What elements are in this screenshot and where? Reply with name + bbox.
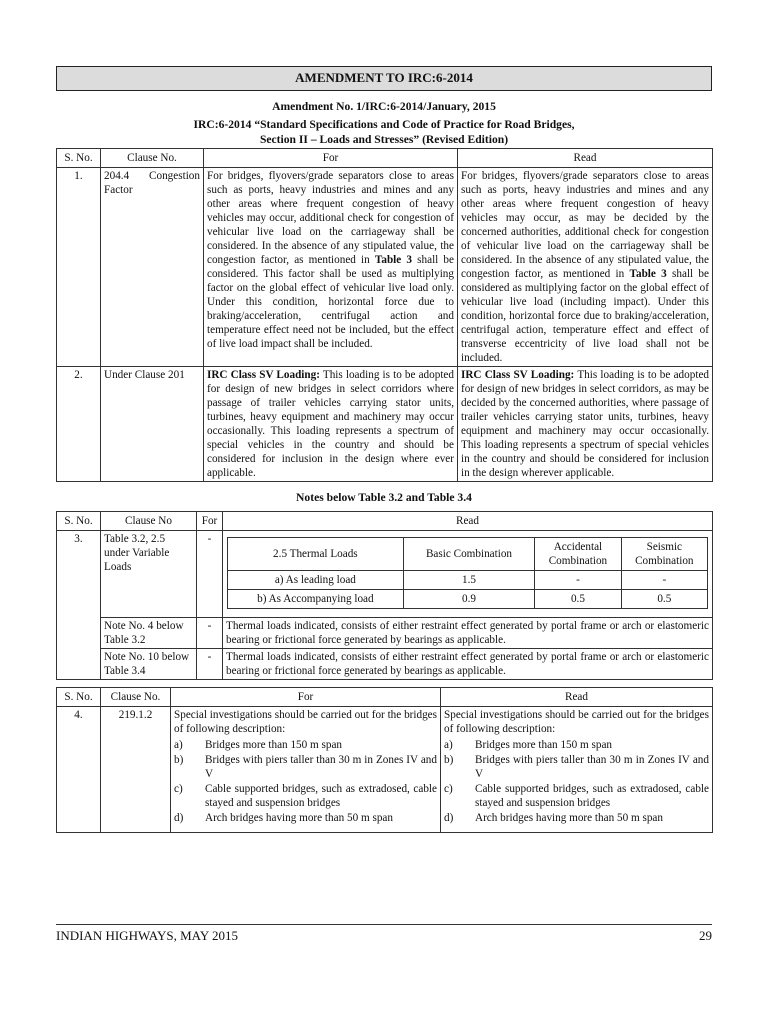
list-text: Arch bridges having more than 50 m span [205,811,393,824]
cell-clause: 204.4 Congestion Factor [101,168,204,367]
table-row [57,617,713,648]
list-item [444,753,709,781]
table-row [57,530,713,617]
cell-clause: Note No. 4 below Table 3.2 [101,617,197,648]
list-marker: d) [444,811,454,824]
table-header-row [57,687,713,706]
footer-publication: INDIAN HIGHWAYS, MAY 2015 [56,928,239,943]
list-text: Bridges with piers taller than 30 m in Zones IV and V [205,753,437,780]
inner-head-basic: Basic Combination [403,537,535,570]
list-item [444,782,709,810]
cell-sno: 3. [57,530,101,679]
header-clause: Clause No. [101,149,204,168]
amendment-number: Amendment No. 1/IRC:6-2014/January, 2015 [272,100,496,113]
inner-header-row [228,537,708,570]
list-marker: c) [444,782,453,795]
list-text: Cable supported bridges, such as extradosed, cable stayed and suspension bridges [205,782,437,809]
inner-cell: b) As Accompanying load [228,589,404,608]
inner-row [228,589,708,608]
read-text-end: shall be considered as multiplying factor on the global effect of vehicular live load (including impact). Under this condition, horizontal force due to braking/acceleration, centrifugal action, temperature effect and effect of transverse eccentricity of live load shall not be included. [461,268,709,365]
list-marker: c) [174,782,183,795]
inner-cell: - [535,570,621,589]
amendment-table-3 [56,687,713,833]
cell-read: Thermal loads indicated, consists of either restraint effect generated by portal frame or arch or elastomeric bearing or frictional force generated by bearings as applicable. [223,648,713,679]
cell-clause: Note No. 10 below Table 3.4 [101,648,197,679]
list-item [444,811,709,825]
list-item [174,753,437,781]
inner-cell: 0.5 [621,589,707,608]
cell-for: - [197,648,223,679]
list-marker: d) [174,811,184,824]
cell-sno: 4. [57,706,101,832]
cell-clause: Under Clause 201 [101,367,204,482]
table-row [57,367,713,482]
read-intro: Special investigations should be carried out for the bridges of following description: [444,708,709,735]
list-marker: b) [174,753,184,766]
cell-read [441,706,713,832]
for-intro: Special investigations should be carried out for the bridges of following description: [174,708,437,735]
cell-read [458,367,713,482]
notes-title: Notes below Table 3.2 and Table 3.4 [296,491,472,505]
table-header-row [57,149,713,168]
inner-cell: - [621,570,707,589]
inner-cell: a) As leading load [228,570,404,589]
header-read: Read [458,149,713,168]
cell-clause: 219.1.2 [101,706,171,832]
table-header-row [57,511,713,530]
read-bold: IRC Class SV Loading: [461,369,575,382]
inner-cell: 0.9 [403,589,535,608]
for-text: For bridges, flyovers/grade separators close to areas such as ports, heavy industries and mines and any other areas where frequent congestion of heavy vehicles may occur, additional check for congestion of vehicular live load on the carriageway shall be considered. In the absence of any stipulated value, the congestion factor, as mentioned in [207,170,454,267]
document-page [56,66,712,833]
page-footer [56,924,712,944]
for-bold: IRC Class SV Loading: [207,369,320,382]
amendment-banner: AMENDMENT TO IRC:6-2014 [56,66,712,91]
document-subtitle: Section II – Loads and Stresses” (Revised Edition) [259,132,509,146]
cell-read [223,530,713,617]
table-row [57,648,713,679]
header-read: Read [441,687,713,706]
cell-for: - [197,530,223,617]
amendment-table-2 [56,511,713,680]
thermal-loads-table [227,537,708,609]
cell-for [204,168,458,367]
inner-row [228,570,708,589]
inner-cell: 0.5 [535,589,621,608]
header-sno: S. No. [57,149,101,168]
cell-read: Thermal loads indicated, consists of either restraint effect generated by portal frame or arch or elastomeric bearing or frictional force generated by bearings as applicable. [223,617,713,648]
for-text: This loading is to be adopted for design of new bridges in select corridors where passage of trailer vehicles carrying stator units, turbines, heavy equipment and machinery may occur occasionally. This loading represents a spectrum of special vehicles in the country and should be considered for inclusion in the design where ever applicable. [207,369,454,480]
amendment-table-1 [56,148,713,482]
list-text: Bridges with piers taller than 30 m in Zones IV and V [475,753,709,780]
table-row [57,706,713,832]
cell-for [171,706,441,832]
for-text-end: shall be considered. This factor shall be used as multiplying factor on the global effect of vehicular live load only. Under this condition, horizontal force due to braking/acceleration, centrifugal action and temperature effect need not be included, but the effect of live load impact shall be included. [207,254,454,351]
header-for: For [171,687,441,706]
table-row [57,168,713,367]
read-list [444,738,709,825]
list-marker: b) [444,753,454,766]
for-bold: Table 3 [374,254,412,267]
header-for: For [197,511,223,530]
list-item [174,811,437,825]
list-marker: a) [444,738,453,751]
cell-read [458,168,713,367]
cell-clause: Table 3.2, 2.5 under Variable Loads [101,530,197,617]
for-list [174,738,437,825]
inner-cell: 1.5 [403,570,535,589]
cell-for: - [197,617,223,648]
header-sno: S. No. [57,687,101,706]
header-sno: S. No. [57,511,101,530]
list-item [174,782,437,810]
header-clause: Clause No. [101,687,171,706]
list-text: Bridges more than 150 m span [475,738,613,751]
header-clause: Clause No [101,511,197,530]
list-text: Arch bridges having more than 50 m span [475,811,663,824]
read-text: For bridges, flyovers/grade separators close to areas such as ports, heavy industries and mines and any other areas where frequent congestion of heavy vehicles may occur, as may be decided by the concerned authorities, additional check for congestion of vehicular live load on the carriageway shall be considered. In the absence of any stipulated value, the congestion factor, as mentioned in [461,170,709,281]
header-read: Read [223,511,713,530]
cell-sno: 1. [57,168,101,367]
inner-head-seismic: Seismic Combination [621,537,707,570]
read-bold: Table 3 [629,268,667,281]
read-text: This loading is to be adopted for design of new bridges in select corridors, as may be decided by the concerned authorities, where passage of trailer vehicles carrying stator units, turbines, heavy equipment and machinery may occur occasionally. This loading represents a spectrum of special vehicles in the country and should be considered for inclusion in the design wherever applicable. [461,369,710,480]
cell-sno: 2. [57,367,101,482]
inner-head-thermal: 2.5 Thermal Loads [228,537,404,570]
list-item [174,738,437,752]
list-item [444,738,709,752]
list-text: Bridges more than 150 m span [205,738,343,751]
cell-for [204,367,458,482]
list-text: Cable supported bridges, such as extradosed, cable stayed and suspension bridges [475,782,709,809]
page-number: 29 [699,928,712,943]
header-for: For [204,149,458,168]
list-marker: a) [174,738,183,751]
inner-head-accidental: Accidental Combination [535,537,621,570]
document-title: IRC:6-2014 “Standard Specifications and Code of Practice for Road Bridges, [193,118,575,132]
